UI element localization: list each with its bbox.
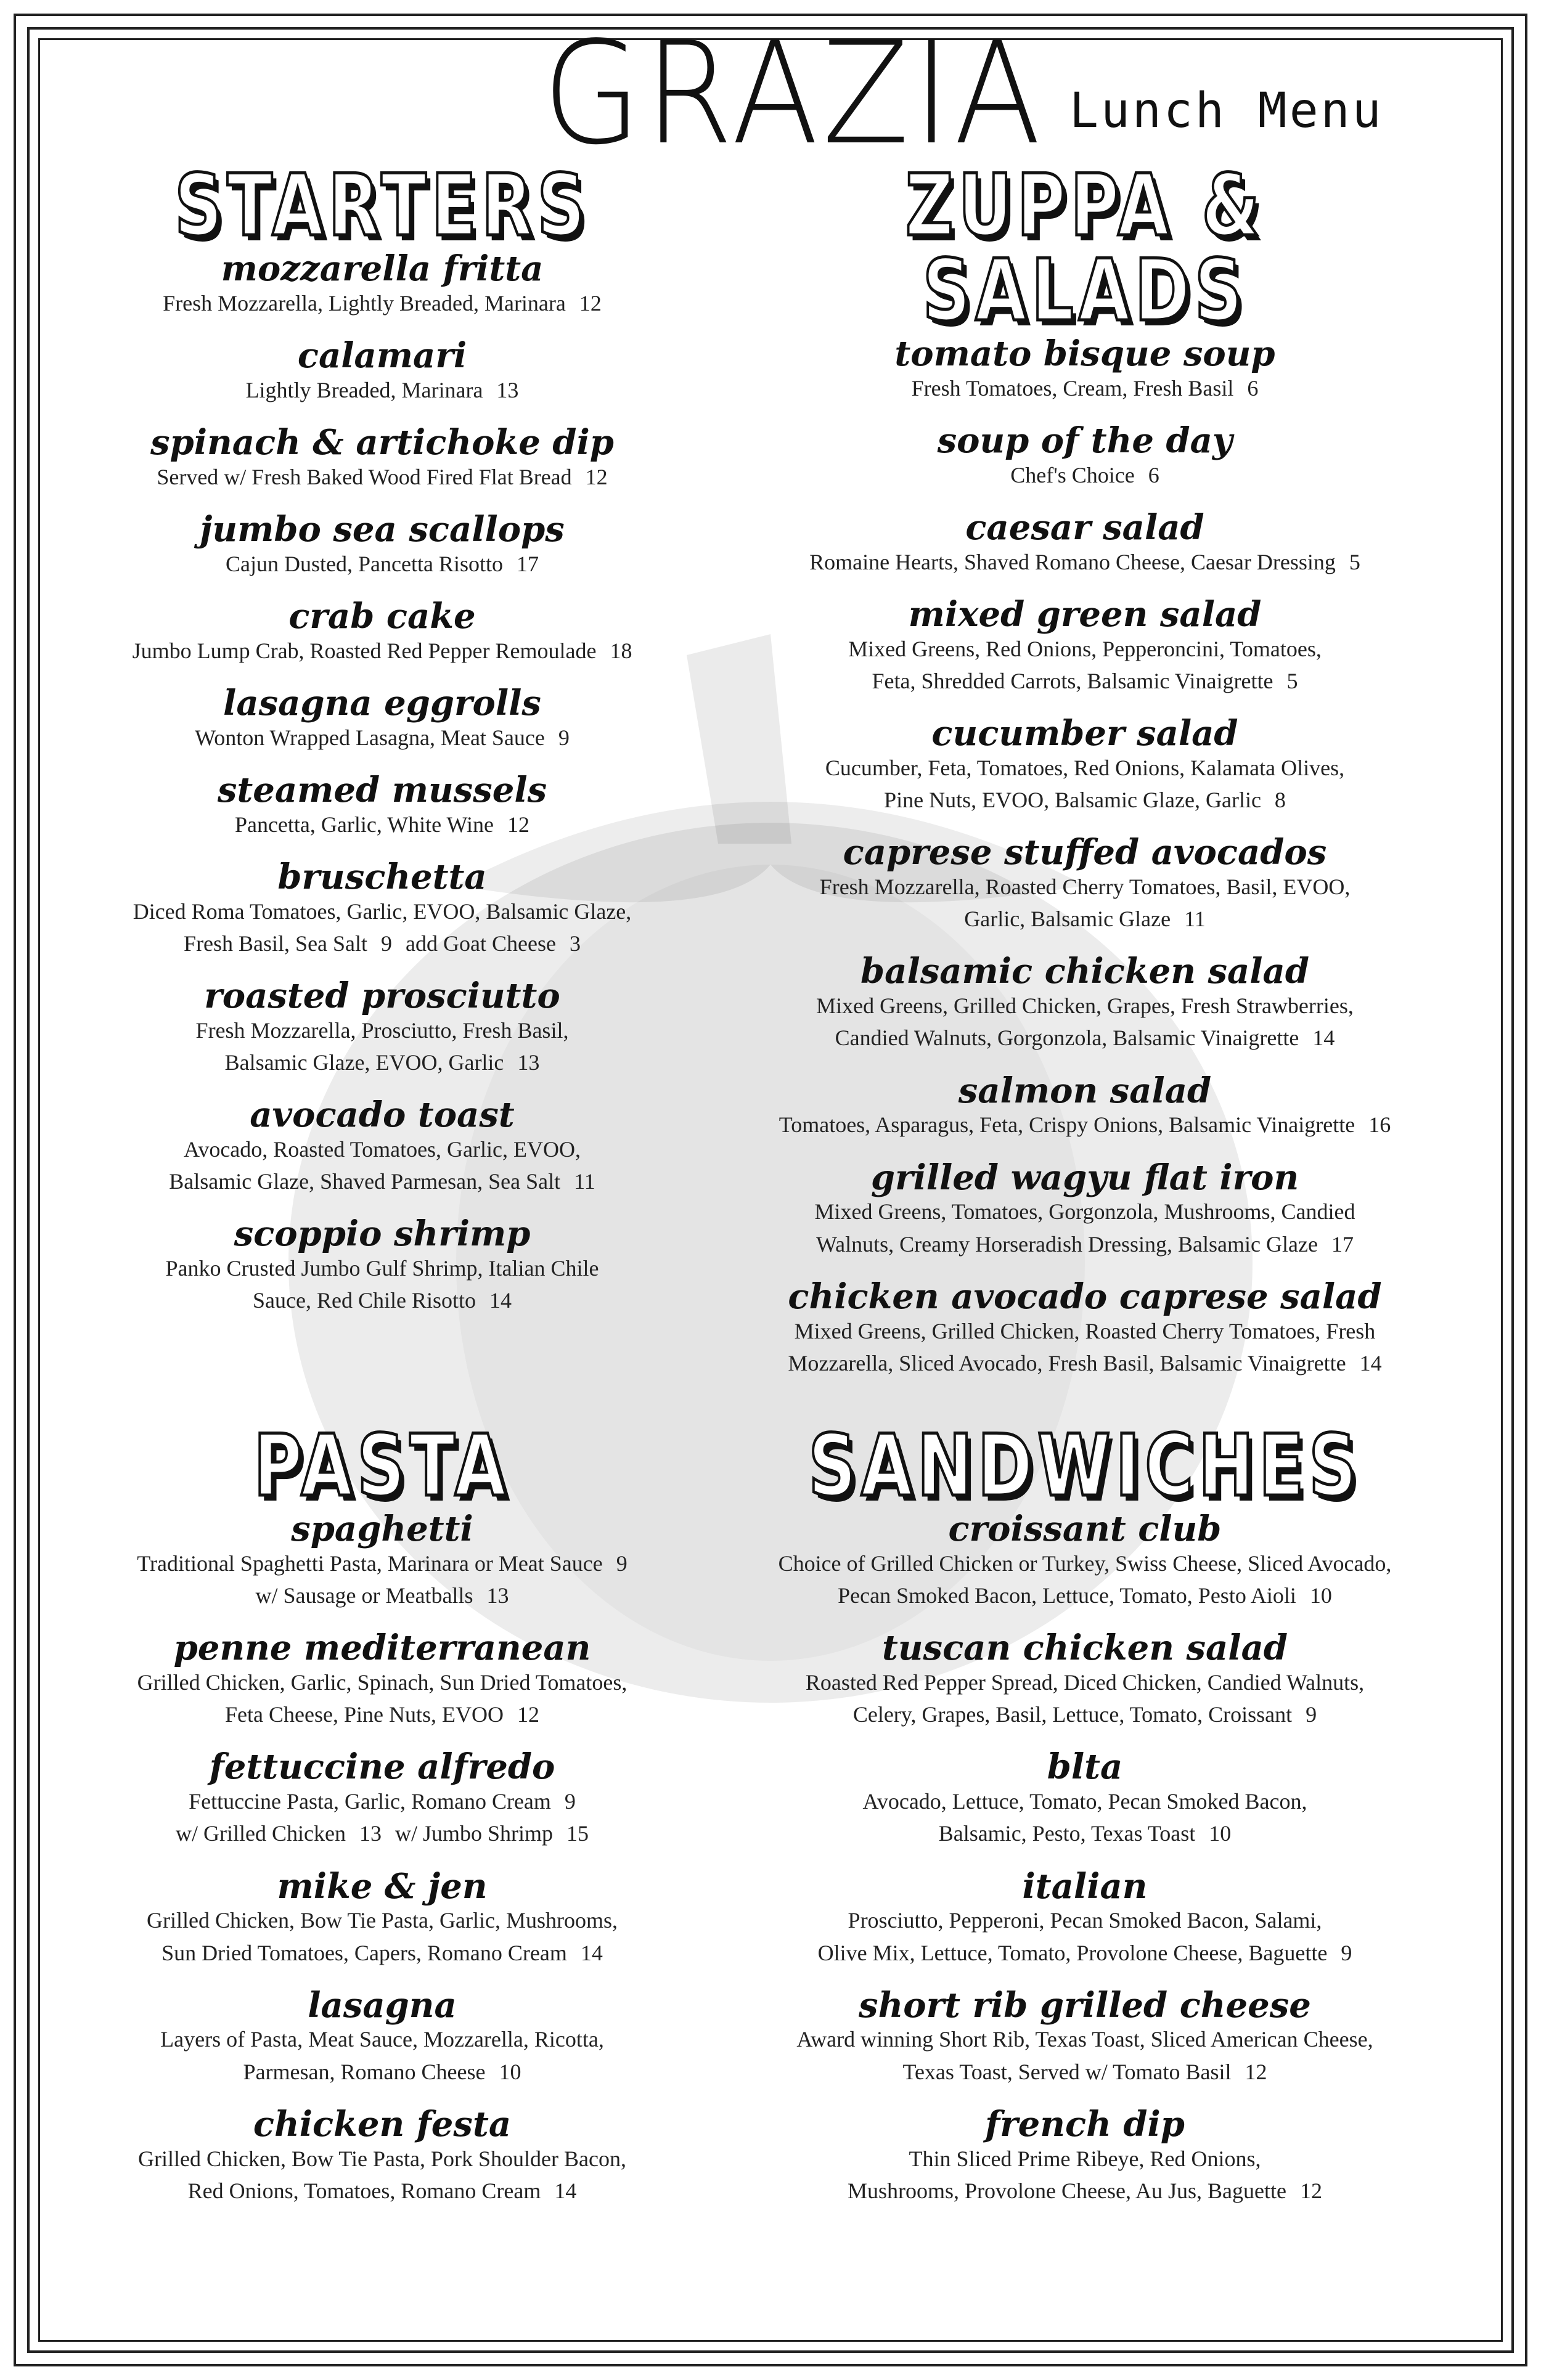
menu-item — [74, 1865, 690, 1969]
item-option: w/ Sausage or Meatballs — [255, 1583, 473, 1608]
item-price: 12 — [517, 1702, 539, 1727]
menu-item — [715, 1157, 1455, 1260]
item-description — [715, 459, 1455, 491]
item-option-price: 15 — [566, 1821, 589, 1846]
item-desc-text: Layers of Pasta, Meat Sauce, Mozzarella, Ricotta, Parmesan, Romano Cheese — [160, 2027, 604, 2084]
item-name: chicken avocado caprese salad — [788, 1276, 1382, 1317]
item-description — [74, 548, 690, 580]
item-description — [715, 1547, 1455, 1612]
starters-section — [74, 156, 690, 1335]
menu-item — [715, 1984, 1455, 2088]
item-price: 12 — [579, 290, 602, 316]
item-name: chicken festa — [253, 2103, 512, 2145]
item-price: 14 — [1359, 1350, 1382, 1375]
item-description — [715, 1785, 1455, 1849]
item-desc-text: Cucumber, Feta, Tomatoes, Red Onions, Kalamata Olives, Pine Nuts, EVOO, Balsamic Glaze, Garlic — [825, 755, 1345, 813]
item-description — [74, 287, 690, 319]
item-price: 14 — [1312, 1025, 1335, 1051]
item-desc-text: Mixed Greens, Red Onions, Pepperoncini, Tomatoes, Feta, Shredded Carrots, Balsamic Vinaigrette — [848, 636, 1322, 693]
item-name: calamari — [297, 335, 467, 376]
menu-item — [715, 1276, 1455, 1379]
item-name: fettuccine alfredo — [209, 1746, 555, 1788]
item-description — [74, 1666, 690, 1730]
item-description — [74, 722, 690, 754]
item-desc-text: Grilled Chicken, Bow Tie Pasta, Garlic, Mushrooms, Sun Dried Tomatoes, Capers, Romano Cream — [147, 1908, 618, 1965]
item-name: french dip — [985, 2103, 1185, 2145]
item-price: 13 — [517, 1050, 540, 1075]
item-price: 9 — [1306, 1702, 1317, 1727]
menu-item — [74, 1630, 690, 1730]
item-price: 12 — [585, 464, 608, 489]
item-description — [715, 1666, 1455, 1730]
item-price: 11 — [574, 1169, 595, 1194]
item-name: mike & jen — [277, 1865, 488, 1907]
menu-item — [74, 1213, 690, 1316]
item-description — [74, 2023, 690, 2087]
item-desc-text: Fresh Mozzarella, Roasted Cherry Tomatoes, Basil, EVOO, Garlic, Balsamic Glaze — [819, 874, 1351, 932]
item-description — [74, 895, 690, 960]
item-description — [715, 990, 1455, 1054]
item-description — [715, 546, 1455, 578]
menu-item — [74, 335, 690, 406]
item-option-price: 13 — [359, 1821, 382, 1846]
menu-item — [74, 856, 690, 960]
item-option: w/ Jumbo Shrimp — [394, 1821, 553, 1846]
menu-item — [715, 1865, 1455, 1969]
item-name: penne mediterranean — [173, 1628, 591, 1669]
item-price: 17 — [516, 551, 539, 576]
item-name: jumbo sea scallops — [200, 508, 565, 550]
item-description — [715, 752, 1455, 816]
item-price: 9 — [564, 1789, 576, 1814]
menu-item — [74, 508, 690, 580]
menu-item — [715, 420, 1455, 491]
item-description — [715, 1196, 1455, 1260]
item-desc-text: Lightly Breaded, Marinara — [245, 377, 483, 402]
item-price: 10 — [1309, 1583, 1332, 1608]
item-price: 12 — [507, 812, 530, 837]
item-desc-text: Fettuccine Pasta, Garlic, Romano Cream — [189, 1789, 551, 1814]
item-name: tomato bisque soup — [894, 333, 1275, 374]
pasta-title: PASTA — [253, 1416, 511, 1515]
menu-item — [74, 769, 690, 841]
item-addon-price: 3 — [569, 931, 581, 956]
item-price: 5 — [1286, 668, 1298, 693]
menu-item — [715, 333, 1455, 404]
item-price: 6 — [1148, 462, 1159, 487]
item-description — [715, 871, 1455, 935]
item-name: cucumber salad — [931, 713, 1238, 754]
pasta-section — [74, 1416, 690, 2225]
item-price: 10 — [499, 2059, 521, 2084]
item-description — [74, 1133, 690, 1197]
sandwiches-title: SANDWICHES — [808, 1416, 1362, 1515]
item-desc-text: Mixed Greens, Grilled Chicken, Grapes, Fresh Strawberries, Candied Walnuts, Gorgonzola, Balsamic Vinaigrette — [816, 993, 1354, 1051]
zuppa-salads-section — [715, 156, 1455, 1398]
item-price: 8 — [1274, 788, 1286, 813]
menu-item — [74, 682, 690, 754]
item-name: mixed green salad — [908, 593, 1262, 635]
item-description — [715, 1904, 1455, 1968]
item-desc-text: Wonton Wrapped Lasagna, Meat Sauce — [195, 725, 545, 750]
item-name: soup of the day — [937, 420, 1233, 461]
item-desc-text: Served w/ Fresh Baked Wood Fired Flat Bread — [157, 464, 572, 489]
item-description — [715, 2023, 1455, 2087]
item-desc-text: Fresh Mozzarella, Lightly Breaded, Marinara — [163, 290, 566, 316]
item-desc-text: Pancetta, Garlic, White Wine — [234, 812, 494, 837]
item-price: 17 — [1331, 1231, 1354, 1257]
item-price: 18 — [610, 638, 632, 663]
item-desc-text: Jumbo Lump Crab, Roasted Red Pepper Remoulade — [132, 638, 597, 663]
item-desc-text: Cajun Dusted, Pancetta Risotto — [226, 551, 503, 576]
item-description — [715, 1109, 1455, 1141]
menu-item — [715, 2103, 1455, 2207]
item-desc-text: Chef's Choice — [1010, 462, 1135, 487]
item-description — [74, 1252, 690, 1316]
item-desc-text: Romaine Hearts, Shaved Romano Cheese, Caesar Dressing — [809, 549, 1336, 574]
starters-title: STARTERS — [174, 156, 590, 255]
item-option-price: 13 — [486, 1583, 509, 1608]
item-name: lasagna eggrolls — [223, 682, 541, 723]
item-desc-text: Grilled Chicken, Bow Tie Pasta, Pork Shoulder Bacon, Red Onions, Tomatoes, Romano Cream — [138, 2146, 626, 2203]
item-name: short rib grilled cheese — [859, 1984, 1311, 2026]
item-desc-text: Tomatoes, Asparagus, Feta, Crispy Onions, Balsamic Vinaigrette — [779, 1112, 1355, 1138]
menu-subtitle: Lunch Menu — [1069, 83, 1384, 139]
item-desc-text: Mixed Greens, Tomatoes, Gorgonzola, Mushrooms, Candied Walnuts, Creamy Horseradish Dressing, Balsamic Glaze — [814, 1199, 1355, 1257]
item-price: 9 — [381, 931, 393, 956]
item-description — [74, 374, 690, 406]
item-desc-text: Diced Roma Tomatoes, Garlic, EVOO, Balsamic Glaze, Fresh Basil, Sea Salt — [133, 899, 632, 956]
item-desc-text: Panko Crusted Jumbo Gulf Shrimp, Italian Chile Sauce, Red Chile Risotto — [165, 1256, 599, 1313]
item-price: 14 — [580, 1940, 603, 1965]
item-name: caprese stuffed avocados — [843, 832, 1327, 873]
menu-item — [74, 1984, 690, 2088]
item-description — [74, 809, 690, 841]
item-price: 9 — [558, 725, 570, 750]
item-description — [74, 1014, 690, 1078]
item-name: spaghetti — [291, 1509, 473, 1549]
item-name: lasagna — [308, 1984, 457, 2026]
item-description — [74, 635, 690, 667]
item-description — [715, 2143, 1455, 2207]
menu-item — [715, 1746, 1455, 1849]
item-price: 13 — [496, 377, 519, 402]
item-description — [74, 1785, 690, 1849]
item-desc-text: Roasted Red Pepper Spread, Diced Chicken, Candied Walnuts, Celery, Grapes, Basil, Lettuce, Tomato, Croissant — [805, 1669, 1365, 1727]
item-price: 11 — [1184, 907, 1206, 932]
item-name: tuscan chicken salad — [881, 1628, 1288, 1669]
menu-item — [74, 978, 690, 1078]
item-name: grilled wagyu flat iron — [870, 1157, 1299, 1198]
item-desc-text: Fresh Mozzarella, Prosciutto, Fresh Basil, Balsamic Glaze, EVOO, Garlic — [195, 1017, 569, 1075]
menu-item — [74, 595, 690, 667]
item-desc-text: Avocado, Roasted Tomatoes, Garlic, EVOO, Balsamic Glaze, Shaved Parmesan, Sea Salt — [169, 1137, 581, 1194]
item-desc-text: Award winning Short Rib, Texas Toast, Sliced American Cheese, Texas Toast, Served w/ Tomato Basil — [796, 2027, 1373, 2084]
menu-item — [715, 1630, 1455, 1730]
item-price: 6 — [1247, 375, 1259, 401]
menu-item — [74, 1746, 690, 1849]
item-option: w/ Grilled Chicken — [176, 1821, 346, 1846]
menu-item — [715, 1070, 1455, 1141]
item-description — [74, 2143, 690, 2207]
menu-item — [715, 715, 1455, 816]
item-name: italian — [1022, 1865, 1148, 1907]
item-price: 12 — [1299, 2178, 1322, 2203]
item-price: 5 — [1349, 549, 1360, 574]
item-name: steamed mussels — [217, 769, 547, 810]
item-price: 16 — [1368, 1112, 1391, 1138]
menu-item — [74, 1094, 690, 1197]
item-name: avocado toast — [250, 1094, 515, 1136]
menu-item — [715, 953, 1455, 1054]
item-description — [715, 633, 1455, 697]
menu-item — [74, 1511, 690, 1612]
item-price: 9 — [1341, 1940, 1352, 1965]
item-name: crab cake — [288, 595, 476, 637]
item-name: croissant club — [948, 1509, 1222, 1549]
item-name: balsamic chicken salad — [860, 951, 1309, 992]
item-name: caesar salad — [965, 507, 1204, 548]
item-desc-text: Grilled Chicken, Garlic, Spinach, Sun Dried Tomatoes, Feta Cheese, Pine Nuts, EVOO — [137, 1669, 627, 1727]
item-desc-text: Prosciutto, Pepperoni, Pecan Smoked Bacon, Salami, Olive Mix, Lettuce, Tomato, Provolone Cheese, Baguette — [817, 1908, 1328, 1965]
item-description — [74, 461, 690, 493]
item-name: spinach & artichoke dip — [150, 422, 614, 463]
item-description — [74, 1904, 690, 1968]
item-price: 10 — [1209, 1821, 1232, 1846]
item-price: 9 — [616, 1551, 627, 1576]
item-desc-text: Avocado, Lettuce, Tomato, Pecan Smoked Bacon, Balsamic, Pesto, Texas Toast — [862, 1789, 1307, 1846]
item-desc-text: Thin Sliced Prime Ribeye, Red Onions, Mushrooms, Provolone Cheese, Au Jus, Baguette — [848, 2146, 1286, 2203]
item-desc-text: Mixed Greens, Grilled Chicken, Roasted Cherry Tomatoes, Fresh Mozzarella, Sliced Avocado, Fresh Basil, Balsamic Vinaigrette — [788, 1318, 1376, 1375]
menu-item — [74, 422, 690, 493]
menu-item — [74, 2103, 690, 2207]
item-desc-text: Fresh Tomatoes, Cream, Fresh Basil — [911, 375, 1234, 401]
menu-item — [715, 507, 1455, 578]
item-name: mozzarella fritta — [221, 248, 544, 289]
item-name: bruschetta — [277, 856, 487, 897]
sandwiches-section — [715, 1416, 1455, 2225]
menu-item — [715, 834, 1455, 935]
item-description — [715, 1315, 1455, 1379]
item-addon: add Goat Cheese — [406, 931, 556, 956]
item-name: salmon salad — [958, 1070, 1212, 1111]
menu-item — [715, 593, 1455, 697]
item-name: scoppio shrimp — [234, 1213, 531, 1255]
item-price: 12 — [1245, 2059, 1267, 2084]
item-price: 14 — [489, 1288, 512, 1313]
item-desc-text: Choice of Grilled Chicken or Turkey, Swiss Cheese, Sliced Avocado, Pecan Smoked Bacon, Lettuce, Tomato, Pesto Aioli — [778, 1551, 1392, 1608]
item-description — [74, 1547, 690, 1612]
item-price: 14 — [554, 2178, 577, 2203]
item-name: roasted prosciutto — [204, 976, 560, 1017]
item-description — [715, 372, 1455, 404]
item-desc-text: Traditional Spaghetti Pasta, Marinara or Meat Sauce — [137, 1551, 603, 1576]
item-name: blta — [1047, 1746, 1123, 1788]
menu-item — [715, 1511, 1455, 1612]
zuppa-salads-title: ZUPPA & SALADS — [905, 156, 1265, 340]
menu-item — [74, 248, 690, 319]
restaurant-logo: GRAZIA — [542, 12, 1045, 176]
